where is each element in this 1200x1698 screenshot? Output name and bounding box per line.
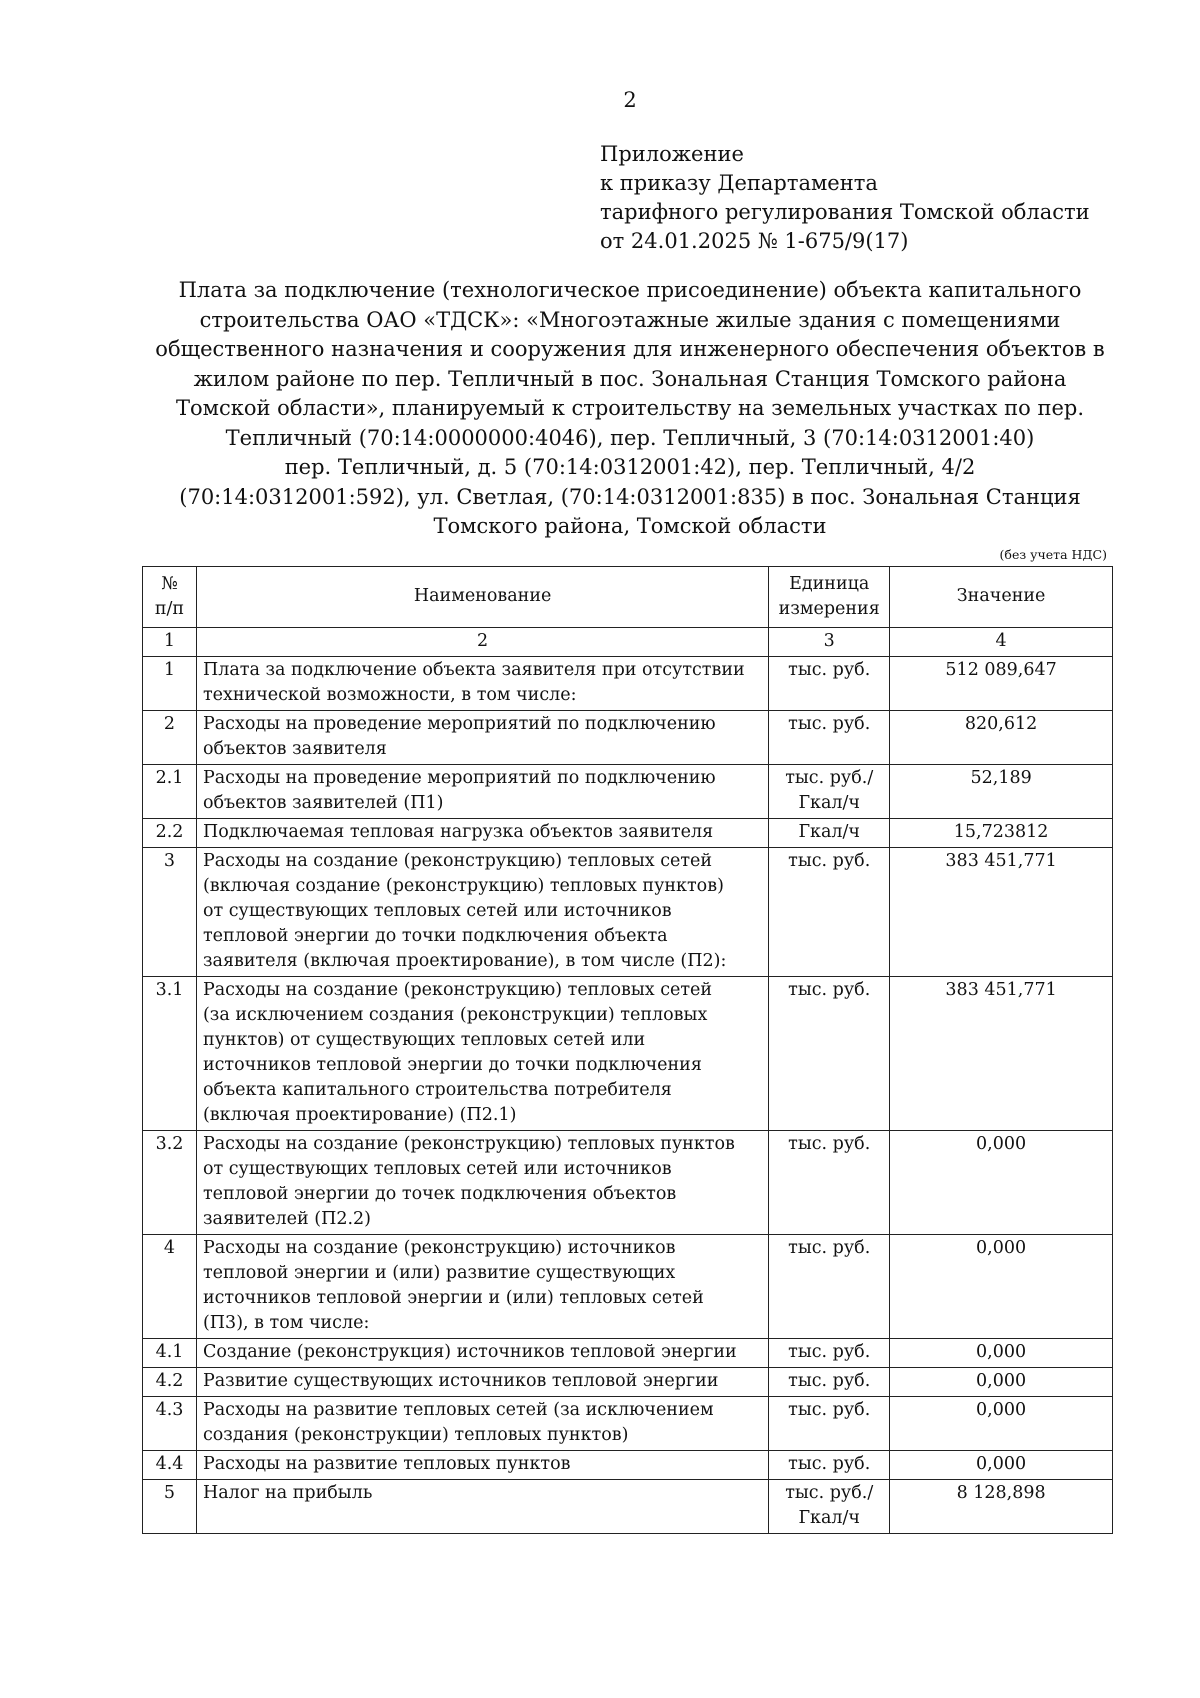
row-unit-line: тыс. руб./ <box>785 768 874 788</box>
title-line: (70:14:0312001:592), ул. Светлая, (70:14:0312001:835) в пос. Зональная Станция <box>179 484 1081 509</box>
row-unit-line: тыс. руб. <box>788 851 871 871</box>
row-name-line: объекта капитального строительства потребителя <box>202 1080 672 1100</box>
row-unit <box>769 1235 890 1339</box>
title-line: строительства ОАО «ТДСК»: «Многоэтажные жилые здания с помещениями <box>199 307 1061 332</box>
row-name-line: заявителей (П2.2) <box>202 1209 371 1229</box>
table-row <box>143 1235 1113 1339</box>
table-row <box>143 1368 1113 1397</box>
row-name-line: источников тепловой энергии до точки подключения <box>202 1055 702 1075</box>
column-index: 2 <box>196 628 768 657</box>
row-unit <box>769 1368 890 1397</box>
row-name <box>196 657 768 711</box>
column-index-row <box>143 628 1113 657</box>
table-header-row <box>143 567 1113 628</box>
row-name <box>196 977 768 1131</box>
row-unit <box>769 1131 890 1235</box>
table-row <box>143 977 1113 1131</box>
appendix-line: тарифного регулирования Томской области <box>600 200 1090 224</box>
row-number: 4.2 <box>143 1368 197 1397</box>
row-name-line: Развитие существующих источников тепловой энергии <box>202 1371 719 1391</box>
column-index: 1 <box>143 628 197 657</box>
row-name <box>196 819 768 848</box>
table-row <box>143 1451 1113 1480</box>
row-number: 2.1 <box>143 765 197 819</box>
row-name <box>196 1397 768 1451</box>
appendix-block <box>600 140 1090 256</box>
row-unit <box>769 657 890 711</box>
row-number: 3.2 <box>143 1131 197 1235</box>
row-number: 4.3 <box>143 1397 197 1451</box>
row-unit <box>769 1451 890 1480</box>
row-name-line: тепловой энергии до точек подключения объектов <box>202 1184 677 1204</box>
row-value: 820,612 <box>890 711 1113 765</box>
column-index: 3 <box>769 628 890 657</box>
title-line: Томской области», планируемый к строительству на земельных участках по пер. <box>175 396 1084 420</box>
row-name-line: Создание (реконструкция) источников тепловой энергии <box>202 1342 737 1362</box>
title-line: Тепличный (70:14:0000000:4046), пер. Тепличный, 3 (70:14:0312001:40) <box>225 425 1035 450</box>
row-value: 383 451,771 <box>890 977 1113 1131</box>
row-name <box>196 1131 768 1235</box>
row-unit-line: тыс. руб. <box>788 1134 871 1154</box>
table-row <box>143 657 1113 711</box>
row-value: 0,000 <box>890 1339 1113 1368</box>
title-line: жилом районе по пер. Тепличный в пос. Зональная Станция Томского района <box>193 366 1067 391</box>
header-value: Значение <box>890 567 1113 628</box>
row-unit <box>769 711 890 765</box>
row-name-line: тепловой энергии до точки подключения объекта <box>202 926 668 946</box>
row-name-line: тепловой энергии и (или) развитие существующих <box>202 1263 676 1283</box>
row-name-line: Налог на прибыль <box>202 1483 373 1503</box>
table-row <box>143 711 1113 765</box>
row-name-line: заявителя (включая проектирование), в том числе (П2): <box>202 951 727 971</box>
row-name-line: (П3), в том числе: <box>202 1313 370 1333</box>
row-value: 8 128,898 <box>890 1480 1113 1534</box>
header-name: Наименование <box>196 567 768 628</box>
row-name-line: Расходы на создание (реконструкцию) тепловых пунктов <box>202 1134 735 1154</box>
row-number: 1 <box>143 657 197 711</box>
column-index: 4 <box>890 628 1113 657</box>
row-name-line: Расходы на развитие тепловых сетей (за исключением <box>202 1400 714 1420</box>
title-line: пер. Тепличный, д. 5 (70:14:0312001:42), пер. Тепличный, 4/2 <box>284 455 976 479</box>
row-unit-line: тыс. руб. <box>788 714 871 734</box>
row-name-line: Плата за подключение объекта заявителя при отсутствии <box>202 660 745 680</box>
table-row <box>143 1397 1113 1451</box>
title-line: Плата за подключение (технологическое присоединение) объекта капитального <box>178 278 1082 302</box>
row-value: 52,189 <box>890 765 1113 819</box>
row-unit-line: Гкал/ч <box>798 793 860 813</box>
header-unit <box>769 567 890 628</box>
table-row <box>143 765 1113 819</box>
row-value: 0,000 <box>890 1368 1113 1397</box>
row-unit <box>769 1339 890 1368</box>
appendix-line: к приказу Департамента <box>600 171 878 195</box>
row-name-line: Расходы на проведение мероприятий по подключению <box>202 714 716 734</box>
document-title <box>140 276 1120 542</box>
row-value: 0,000 <box>890 1131 1113 1235</box>
row-name <box>196 1451 768 1480</box>
row-unit-line: тыс. руб./ <box>785 1483 874 1503</box>
row-name-line: Расходы на создание (реконструкцию) источников <box>202 1238 676 1258</box>
table-row <box>143 848 1113 977</box>
row-number: 3.1 <box>143 977 197 1131</box>
row-value: 0,000 <box>890 1451 1113 1480</box>
row-unit <box>769 1480 890 1534</box>
row-name-line: (за исключением создания (реконструкции) тепловых <box>202 1005 708 1025</box>
page-number: 2 <box>623 88 637 112</box>
table-row <box>143 819 1113 848</box>
tariff-table <box>142 566 1113 1534</box>
row-number: 2 <box>143 711 197 765</box>
row-name-line: (включая создание (реконструкцию) тепловых пунктов) <box>202 876 724 896</box>
row-unit-line: Гкал/ч <box>798 822 860 842</box>
row-value: 15,723812 <box>890 819 1113 848</box>
row-unit <box>769 977 890 1131</box>
row-unit <box>769 848 890 977</box>
row-name-line: объектов заявителей (П1) <box>202 793 444 813</box>
row-name-line <box>203 1506 762 1531</box>
row-name <box>196 711 768 765</box>
row-name <box>196 765 768 819</box>
table-body <box>143 657 1113 1534</box>
row-name <box>196 1480 768 1534</box>
appendix-line: от 24.01.2025 № 1-675/9(17) <box>600 229 909 253</box>
row-name-line: (включая проектирование) (П2.1) <box>202 1105 517 1125</box>
appendix-line: Приложение <box>600 142 744 166</box>
row-value: 0,000 <box>890 1235 1113 1339</box>
vat-note: (без учета НДС) <box>999 547 1107 562</box>
header-number-line: п/п <box>154 598 185 619</box>
header-number-line: № <box>161 573 178 594</box>
row-unit-line: тыс. руб. <box>788 1454 871 1474</box>
row-name-line: Расходы на создание (реконструкцию) тепловых сетей <box>202 851 713 871</box>
row-unit-line: тыс. руб. <box>788 1342 871 1362</box>
row-name-line: Расходы на развитие тепловых пунктов <box>202 1454 571 1474</box>
row-name <box>196 1339 768 1368</box>
row-value: 512 089,647 <box>890 657 1113 711</box>
row-unit <box>769 1397 890 1451</box>
row-unit-line: тыс. руб. <box>788 660 871 680</box>
row-unit-line: тыс. руб. <box>788 980 871 1000</box>
row-value: 0,000 <box>890 1397 1113 1451</box>
row-unit-line: тыс. руб. <box>788 1371 871 1391</box>
row-name-line: источников тепловой энергии и (или) тепловых сетей <box>202 1288 704 1308</box>
header-unit-line: Единица <box>789 573 870 594</box>
row-name <box>196 1368 768 1397</box>
row-unit <box>769 765 890 819</box>
row-name-line: от существующих тепловых сетей или источников <box>202 901 672 921</box>
row-name-line: Расходы на проведение мероприятий по подключению <box>202 768 716 788</box>
row-name-line: Подключаемая тепловая нагрузка объектов заявителя <box>202 822 714 842</box>
row-name-line: технической возможности, в том числе: <box>202 685 577 705</box>
row-number: 4.4 <box>143 1451 197 1480</box>
row-number: 4.1 <box>143 1339 197 1368</box>
title-line: Томского района, Томской области <box>433 514 827 538</box>
row-number: 2.2 <box>143 819 197 848</box>
table-row <box>143 1131 1113 1235</box>
table-row <box>143 1339 1113 1368</box>
header-unit-line: измерения <box>778 598 880 619</box>
row-number: 5 <box>143 1480 197 1534</box>
row-number: 4 <box>143 1235 197 1339</box>
row-name-line: объектов заявителя <box>202 739 387 759</box>
row-unit-line: тыс. руб. <box>788 1400 871 1420</box>
row-name-line: пунктов) от существующих тепловых сетей или <box>202 1030 646 1050</box>
row-name-line: Расходы на создание (реконструкцию) тепловых сетей <box>202 980 713 1000</box>
header-number <box>143 567 197 628</box>
row-value: 383 451,771 <box>890 848 1113 977</box>
row-name <box>196 848 768 977</box>
table-row <box>143 1480 1113 1534</box>
row-number: 3 <box>143 848 197 977</box>
row-name-line: создания (реконструкции) тепловых пунктов) <box>202 1425 629 1445</box>
row-unit <box>769 819 890 848</box>
row-name-line: от существующих тепловых сетей или источников <box>202 1159 672 1179</box>
row-unit-line: Гкал/ч <box>798 1508 860 1528</box>
title-line: общественного назначения и сооружения для инженерного обеспечения объектов в <box>155 337 1105 361</box>
row-unit-line: тыс. руб. <box>788 1238 871 1258</box>
row-name <box>196 1235 768 1339</box>
